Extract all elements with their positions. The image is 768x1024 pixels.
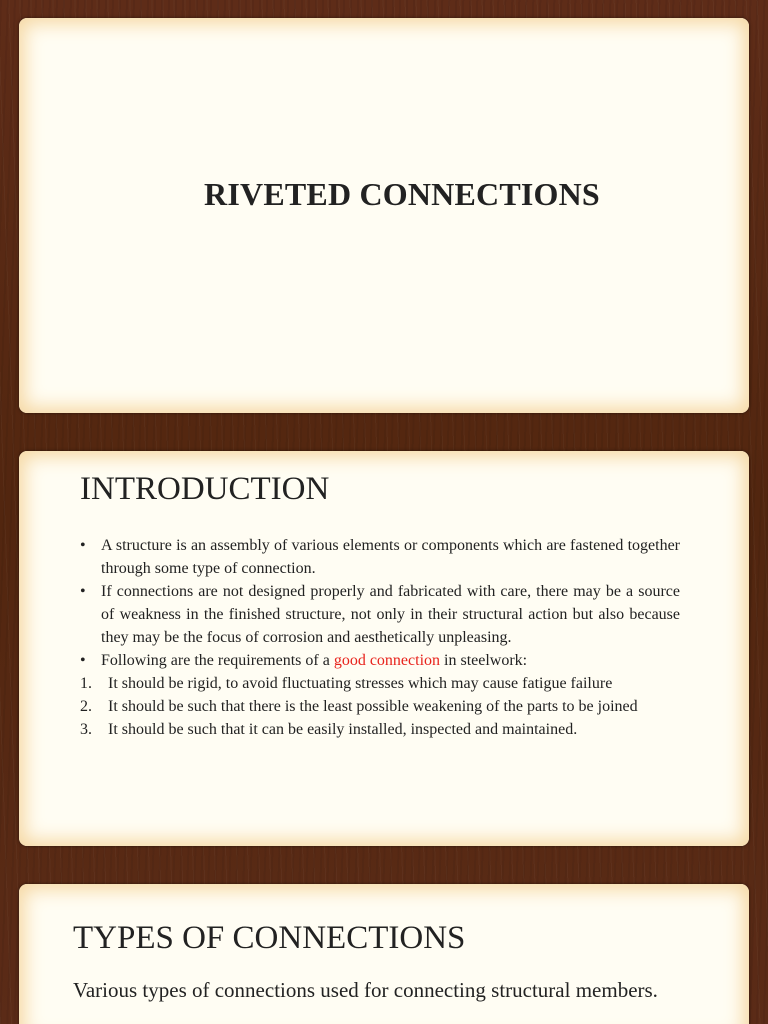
slide-introduction: [19, 451, 749, 846]
bullet-text: If connections are not designed properly and fabricated with care, there may be a source of weakness in the finished structure, not only in their structural action but also because they may be the focus of corrosion and aesthetically unpleasing.: [101, 583, 680, 646]
types-subtext: Various types of connections used for connecting structural members.: [73, 978, 658, 1002]
introduction-body: [80, 534, 680, 741]
bullet-marker: •: [80, 537, 86, 554]
numbered-text: It should be such that there is the least possible weakening of the parts to be joined: [108, 698, 638, 715]
slide-title-text: RIVETED CONNECTIONS: [204, 176, 600, 212]
bullet-item: [80, 534, 680, 580]
bullet-marker: •: [80, 583, 86, 600]
bullet-text: A structure is an assembly of various elements or components which are fastened together through some type of connection.: [101, 537, 680, 577]
numbered-item: [80, 718, 680, 741]
number-marker: 1.: [80, 675, 92, 692]
slide-types-of-connections: [19, 884, 749, 1024]
numbered-text: It should be rigid, to avoid fluctuating stresses which may cause fatigue failure: [108, 675, 613, 692]
bullet-text: [101, 649, 680, 672]
bullet-item: [80, 649, 680, 672]
bullet-marker: •: [80, 652, 86, 669]
bullet-text-after: in steelwork:: [440, 652, 528, 669]
introduction-heading: INTRODUCTION: [80, 471, 330, 507]
bullet-text-before: Following are the requirements of a: [101, 652, 334, 669]
bullet-item: [80, 580, 680, 649]
number-marker: 2.: [80, 698, 92, 715]
numbered-text: It should be such that it can be easily installed, inspected and maintained.: [108, 721, 578, 738]
types-heading: TYPES OF CONNECTIONS: [73, 920, 466, 956]
slide-title: [19, 18, 749, 413]
number-marker: 3.: [80, 721, 92, 738]
numbered-item: [80, 672, 680, 695]
highlighted-term: good connection: [333, 652, 441, 669]
numbered-item: [80, 695, 680, 718]
